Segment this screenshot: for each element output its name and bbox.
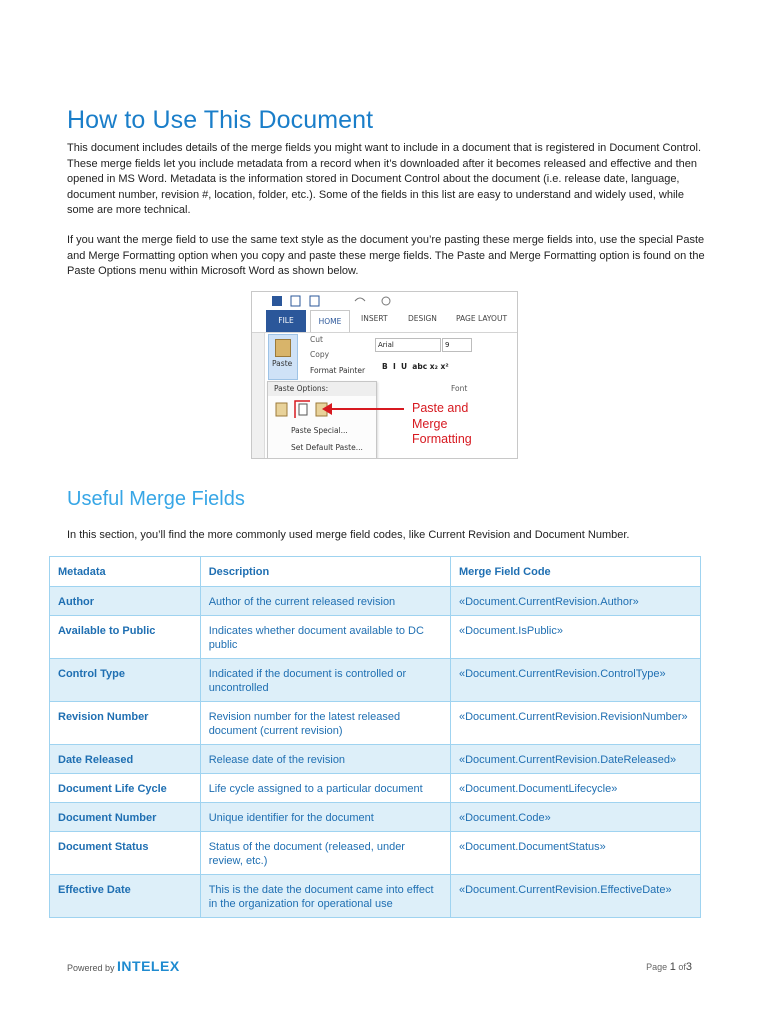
row-merge-code: «Document.Code» [451, 803, 701, 832]
table-row [50, 875, 701, 918]
table-row [50, 774, 701, 803]
row-metadata: Document Life Cycle [50, 774, 201, 803]
row-merge-code: «Document.CurrentRevision.RevisionNumber» [451, 702, 701, 745]
row-metadata: Effective Date [50, 875, 201, 918]
tab-design[interactable]: DESIGN [408, 314, 437, 323]
save-as-icon [310, 296, 319, 306]
bold-italic-underline-icons[interactable]: B I U abc x₂ x² [382, 362, 449, 371]
row-metadata: Control Type [50, 659, 201, 702]
merge-fields-table [49, 556, 701, 918]
row-merge-code: «Document.CurrentRevision.DateReleased» [451, 745, 701, 774]
row-description: Indicated if the document is controlled or uncontrolled [200, 659, 450, 702]
footer-page-number [646, 961, 692, 973]
ribbon-tabs [252, 310, 517, 333]
row-merge-code: «Document.DocumentLifecycle» [451, 774, 701, 803]
table-row [50, 832, 701, 875]
callout-line-1: Paste and [412, 401, 469, 415]
table-row [50, 745, 701, 774]
keep-source-formatting-icon[interactable] [274, 400, 290, 418]
row-merge-code: «Document.CurrentRevision.ControlType» [451, 659, 701, 702]
row-metadata: Author [50, 587, 201, 616]
intro-paragraph: This document includes details of the merge fields you might want to include in a document that is registered in Document Control. These merge fields let you include metadata from a record when it’s downloaded after it becomes released and effective and then opened in MS Word. Metadata is the information stored in Document Control about the document (i.e. release date, language, document number, revision #, location, folder, etc.). Some of the fields in this list are easy to understand and widely used, while some are more technical. [67, 142, 702, 216]
row-metadata: Revision Number [50, 702, 201, 745]
merge-formatting-icon[interactable] [294, 400, 310, 418]
row-metadata: Available to Public [50, 616, 201, 659]
format-painter-button[interactable]: Format Painter [310, 366, 366, 375]
table-row [50, 659, 701, 702]
copy-button[interactable]: Copy [310, 350, 330, 359]
row-description: Release date of the revision [200, 745, 450, 774]
intelex-logo: INTELEX [117, 958, 180, 974]
of-label: of [678, 962, 686, 972]
tab-home[interactable]: HOME [310, 310, 350, 332]
callout-line-3: Formatting [412, 432, 472, 446]
section-title: Useful Merge Fields [67, 488, 245, 510]
redo-icon [382, 297, 390, 305]
powered-by-label: Powered by [67, 963, 115, 973]
table-row [50, 587, 701, 616]
row-merge-code: «Document.IsPublic» [451, 616, 701, 659]
word-app-icon [272, 296, 282, 306]
table-row [50, 702, 701, 745]
header-description: Description [200, 557, 450, 587]
clipboard-icon [275, 339, 291, 357]
quick-access-toolbar [252, 292, 517, 310]
page-current: 1 [669, 961, 676, 973]
paste-special-item[interactable]: Paste Special... [291, 426, 348, 435]
section-intro: In this section, you’ll find the more commonly used merge field codes, like Current Revision and Document Number. [67, 529, 630, 541]
table-row [50, 803, 701, 832]
row-description: Indicates whether document available to DC public [200, 616, 450, 659]
tab-page-layout[interactable]: PAGE LAYOUT [456, 314, 508, 323]
header-metadata: Metadata [50, 557, 201, 587]
tab-file[interactable]: FILE [266, 310, 306, 332]
row-metadata: Document Status [50, 832, 201, 875]
page-title: How to Use This Document [67, 106, 374, 134]
row-description: Revision number for the latest released document (current revision) [200, 702, 450, 745]
header-merge-field-code: Merge Field Code [451, 557, 701, 587]
callout-arrow-head [322, 403, 332, 415]
row-metadata: Document Number [50, 803, 201, 832]
paste-paragraph: If you want the merge field to use the same text style as the document you’re pasting these merge fields into, use the special Paste and Merge Formatting option when you copy and paste these merge fields. The Paste and Merge Formatting option is found on the Paste Options menu within Microsoft Word as shown below. [67, 234, 705, 277]
font-size-box[interactable]: 9 [442, 338, 472, 352]
row-metadata: Date Released [50, 745, 201, 774]
row-description: Life cycle assigned to a particular document [200, 774, 450, 803]
row-merge-code: «Document.CurrentRevision.EffectiveDate» [451, 875, 701, 918]
row-description: This is the date the document came into effect in the organization for operational use [200, 875, 450, 918]
paste-button[interactable] [268, 334, 298, 380]
row-merge-code: «Document.DocumentStatus» [451, 832, 701, 875]
page-label: Page [646, 962, 668, 972]
footer-powered-by [67, 958, 180, 974]
font-group-label: Font [451, 384, 468, 393]
word-paste-options-screenshot [251, 291, 518, 459]
row-description: Unique identifier for the document [200, 803, 450, 832]
table-header-row [50, 557, 701, 587]
font-name-box[interactable]: Arial [375, 338, 441, 352]
row-description: Status of the document (released, under review, etc.) [200, 832, 450, 875]
paste-options-menu [267, 381, 377, 459]
callout-arrow-line [330, 408, 404, 410]
callout-line-2: Merge [412, 416, 448, 431]
undo-icon [355, 298, 365, 301]
save-icon [291, 296, 300, 306]
page-total: 3 [685, 961, 692, 973]
paste-label: Paste [272, 359, 293, 368]
row-description: Author of the current released revision [200, 587, 450, 616]
table-row [50, 616, 701, 659]
row-merge-code: «Document.CurrentRevision.Author» [451, 587, 701, 616]
tab-insert[interactable]: INSERT [361, 314, 388, 323]
set-default-paste-item[interactable]: Set Default Paste... [291, 443, 363, 452]
quick-access-icons [252, 292, 517, 310]
cut-button[interactable]: Cut [310, 335, 323, 344]
paste-options-heading: Paste Options: [268, 382, 376, 396]
paste-merge-callout [412, 401, 472, 448]
